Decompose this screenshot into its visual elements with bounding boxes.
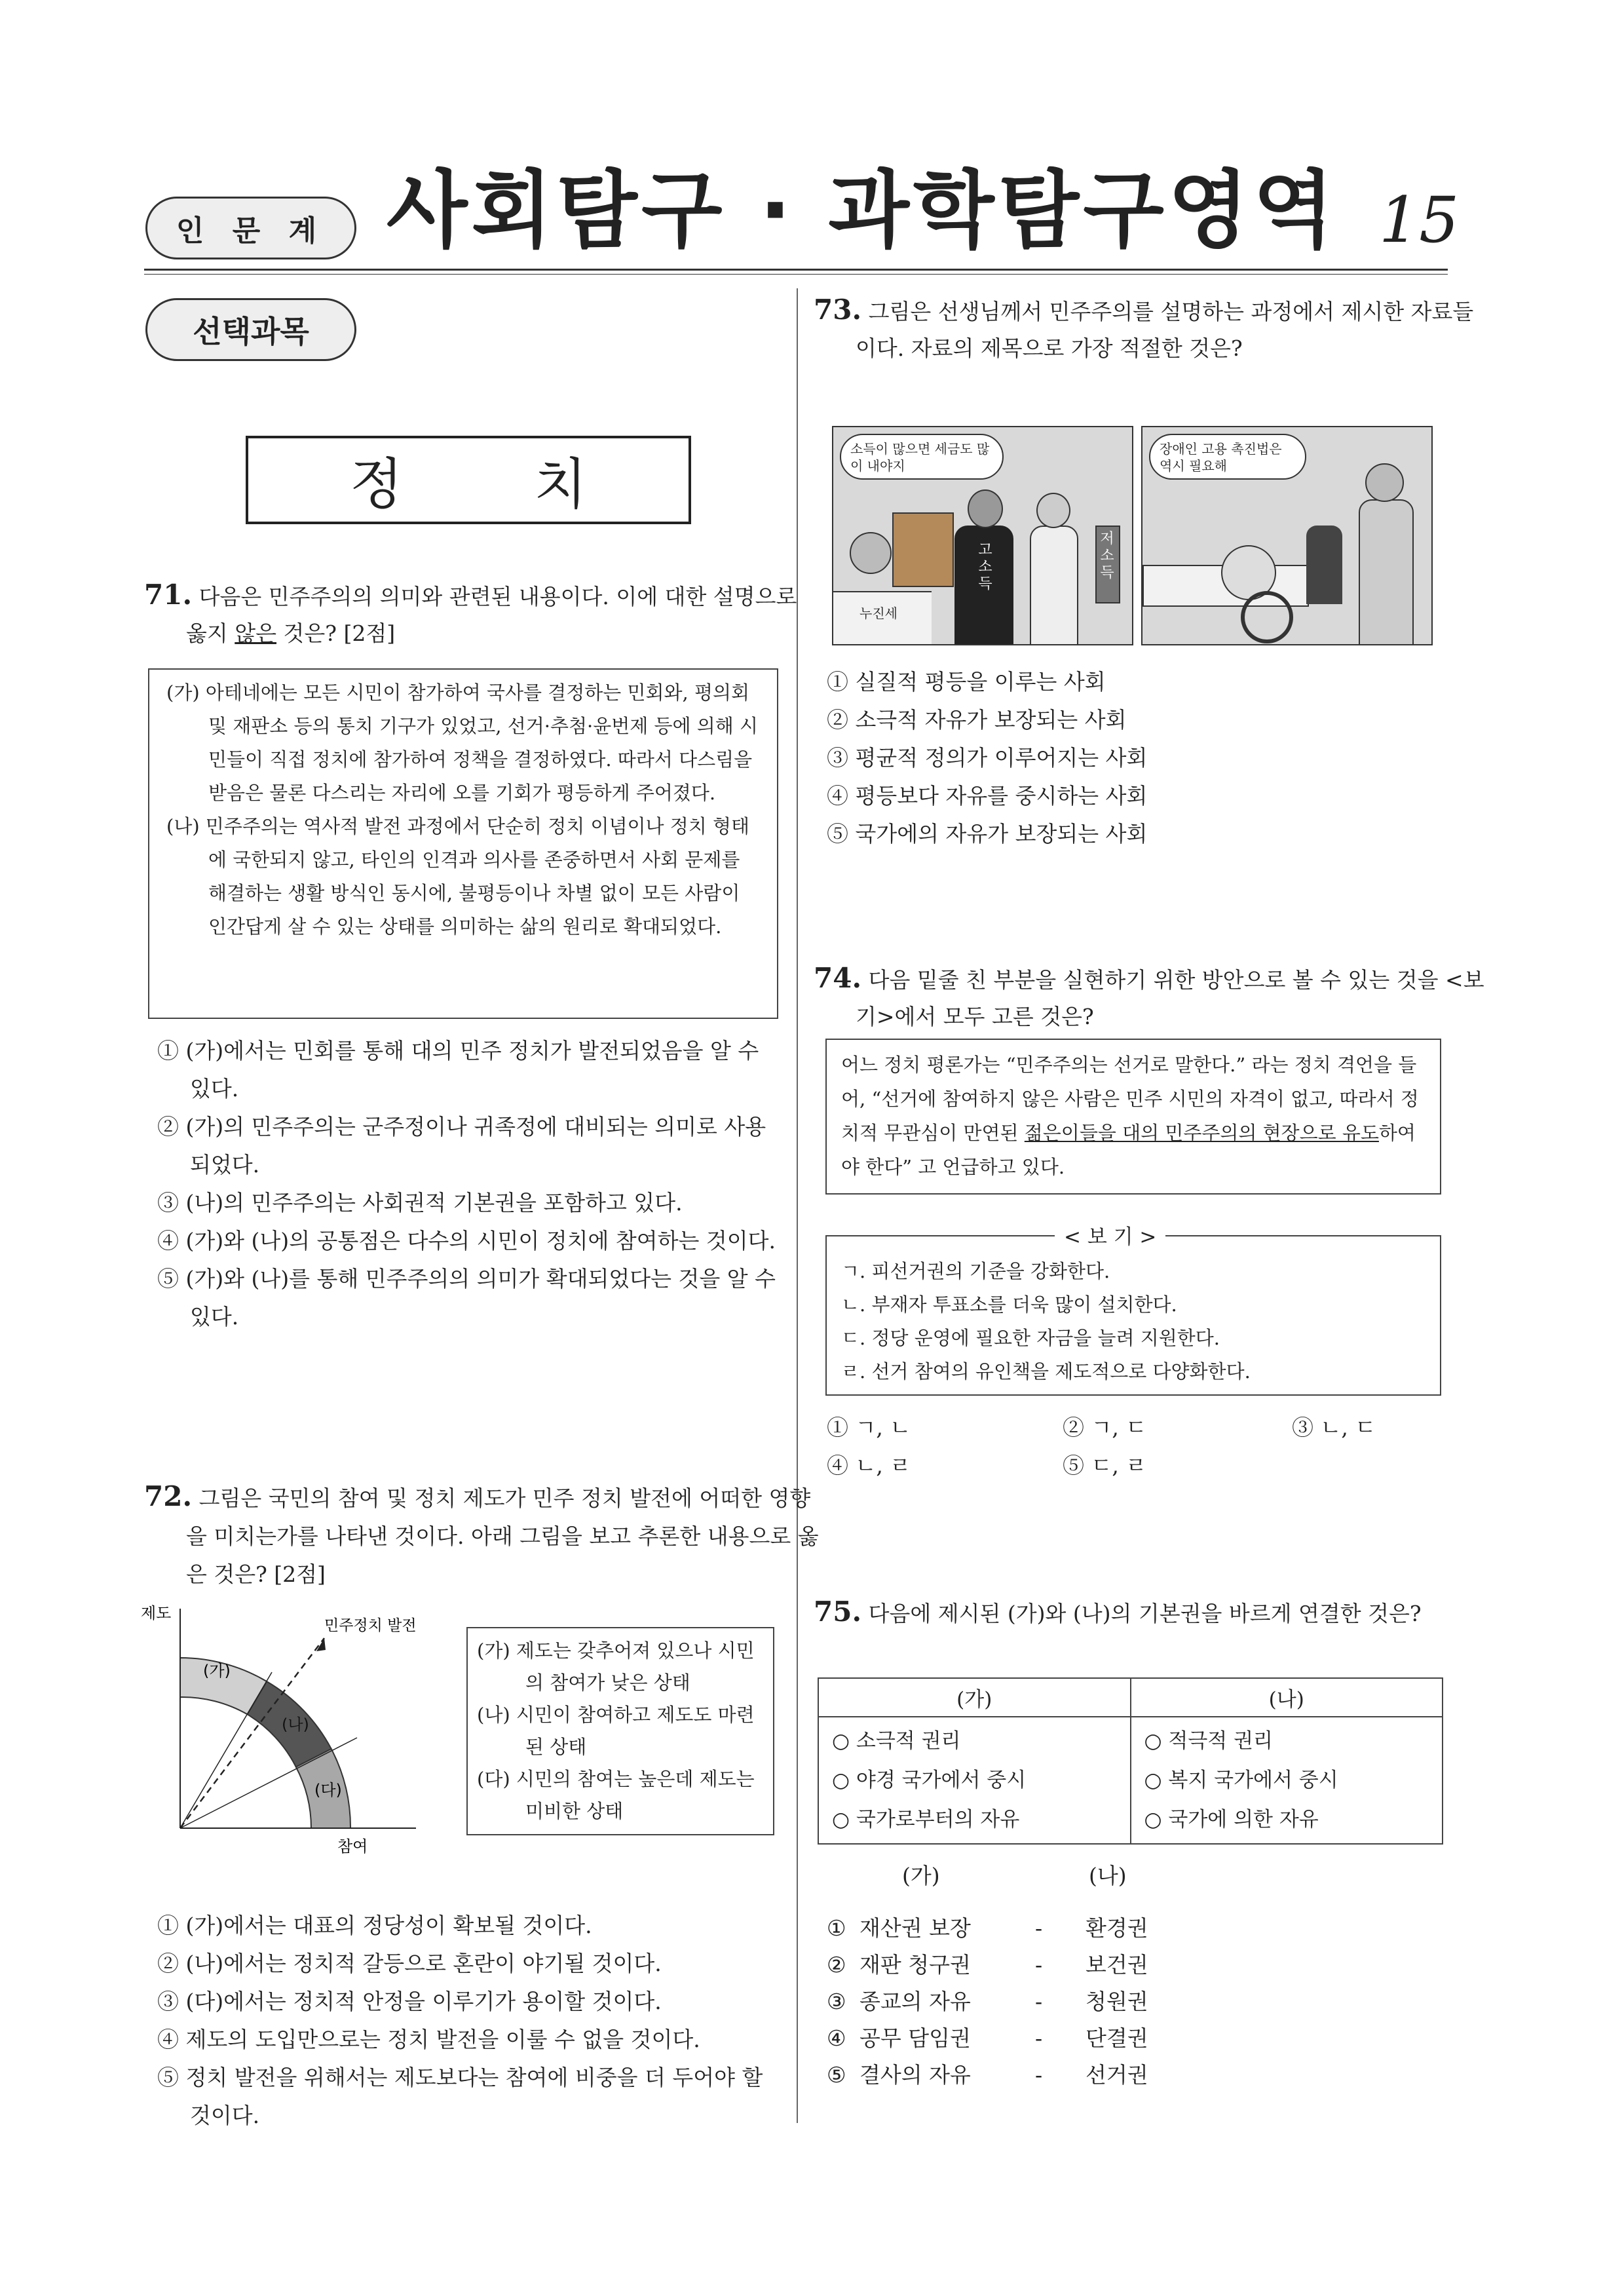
- arrow-label: 민주정치 발전: [324, 1617, 417, 1634]
- q73-cartoon-right: [1141, 426, 1433, 645]
- q75-option-2-ga: 재판 청구권: [859, 1952, 971, 1978]
- q74-number: 74.: [814, 962, 862, 994]
- q71-option-4[interactable]: ④ (가)와 (나)의 공통점은 다수의 시민이 정치에 참여하는 것이다.: [157, 1228, 776, 1253]
- q71-passage-ga: (가) 아테네에는 모든 시민이 참가하여 국사를 결정하는 민회와, 평의회 및 재판소 등의 통치 기구가 있었고, 선거·추첨·윤번제 등에 의해 시민들이 직접 정치에 참가하여 정책을 결정하였다. 따라서 다스림을 받음은 물론 다스리는 자리에 오를 기회가 평등하게 주어졌다.: [166, 681, 758, 804]
- wheelchair: [1241, 591, 1293, 643]
- q71-option-1[interactable]: ① (가)에서는 민회를 통해 대의 민주 정치가 발전되었음을 알 수 있다.: [157, 1038, 759, 1101]
- q71-option-3[interactable]: ③ (나)의 민주주의는 사회권적 기본권을 포함하고 있다.: [157, 1190, 683, 1215]
- rich-man-head: [968, 489, 1003, 528]
- q73-text: 그림은 선생님께서 민주주의를 설명하는 과정에서 제시한 자료들이다. 자료의 제목으로 가장 적절한 것은?: [856, 299, 1474, 361]
- q72-legend-box: [466, 1627, 774, 1835]
- q75-option-2-num: ②: [827, 1952, 846, 1978]
- subject-char-1: 정: [349, 452, 403, 516]
- q73-cartoon-right-bubble: 장애인 고용 촉진법은 역시 필요해: [1149, 434, 1306, 480]
- q75-option-3-num: ③: [827, 1989, 846, 2014]
- elective-badge: 선택과목: [145, 298, 356, 361]
- q75-text: 다음에 제시된 (가)와 (나)의 기본권을 바르게 연결한 것은?: [868, 1601, 1422, 1626]
- q74-bogi-title: < 보 기 >: [1055, 1220, 1165, 1250]
- q74-text: 다음 밑줄 친 부분을 실현하기 위한 방안으로 볼 수 있는 것을 <보기>에서 모두 고른 것은?: [856, 967, 1484, 1029]
- q75-header-ga: (가): [818, 1678, 1131, 1717]
- manager-head: [1365, 463, 1404, 502]
- q73-option-2[interactable]: ② 소극적 자유가 보장되는 사회: [827, 707, 1127, 733]
- q75-option-4[interactable]: [827, 2020, 1148, 2057]
- q72-legend-na: (나) 시민이 참여하고 제도도 마련된 상태: [477, 1704, 755, 1758]
- q75-na-item-3: ○ 국가에 의한 자유: [1144, 1808, 1319, 1831]
- q75-option-5-num: ⑤: [827, 2062, 846, 2088]
- header-rule-thin: [144, 274, 1448, 275]
- q75-option-3-ga: 종교의 자유: [859, 1989, 971, 2014]
- q75-option-1-na: 환경권: [1086, 1915, 1148, 1941]
- q75-stem: [814, 1594, 1484, 1632]
- q73-cartoon-left: [832, 426, 1133, 645]
- q74-bogi-4: ㄹ. 선거 참여의 유인책을 제도적으로 다양화한다.: [841, 1360, 1251, 1383]
- q72-number: 72.: [144, 1480, 193, 1512]
- q74-passage-underlined: 젊은이들을 대의 민주주의의 현장으로 유도: [1024, 1122, 1379, 1144]
- poor-man-head: [1036, 493, 1070, 528]
- q75-ga-item-2: ○ 야경 국가에서 중시: [832, 1769, 1027, 1792]
- q75-option-4-num: ④: [827, 2025, 846, 2051]
- q71-passage-box: [148, 668, 778, 1019]
- q75-option-2-dash: -: [1035, 1952, 1043, 1978]
- q72-legend-da: (다) 시민의 참여는 높은데 제도는 미비한 상태: [477, 1768, 755, 1822]
- subject-box: [246, 436, 691, 524]
- colleague-figure: [1306, 526, 1342, 604]
- q72-stem: [144, 1478, 821, 1594]
- q71-option-2[interactable]: ② (가)의 민주주의는 군주정이나 귀족정에 대비되는 의미로 사용되었다.: [157, 1114, 766, 1177]
- q72-diagram: [141, 1599, 468, 1854]
- q72-option-4[interactable]: ④ 제도의 도입만으로는 정치 발전을 이룰 수 없을 것이다.: [157, 2027, 700, 2052]
- q75-ga-item-1: ○ 소극적 권리: [832, 1729, 961, 1753]
- money-stack: [892, 512, 954, 587]
- poor-man-figure: [1030, 526, 1078, 645]
- q75-option-5-na: 선거권: [1086, 2062, 1148, 2088]
- page-number: 15: [1379, 183, 1460, 257]
- q72-option-1[interactable]: ① (가)에서는 대표의 정당성이 확보될 것이다.: [157, 1913, 592, 1938]
- q73-number: 73.: [814, 294, 862, 326]
- q75-option-5-dash: -: [1035, 2062, 1043, 2088]
- q74-option-5[interactable]: ⑤ ㄷ, ㄹ: [1063, 1453, 1147, 1478]
- q71-options: [157, 1032, 780, 1336]
- q74-option-2[interactable]: ② ㄱ, ㄷ: [1063, 1415, 1147, 1440]
- header-rule: [144, 269, 1448, 271]
- q71-option-5[interactable]: ⑤ (가)와 (나)를 통해 민주주의의 의미가 확대되었다는 것을 알 수 있다.: [157, 1266, 776, 1330]
- q75-table-body-row: [818, 1717, 1443, 1844]
- y-axis-label: 제도: [141, 1604, 172, 1622]
- q71-stem: [144, 577, 821, 652]
- q75-option-2[interactable]: [827, 1947, 1148, 1983]
- q75-option-2-na: 보건권: [1086, 1952, 1148, 1978]
- q75-option-5[interactable]: [827, 2057, 1148, 2094]
- q75-answer-header-ga: (가): [902, 1863, 940, 1888]
- q72-option-3[interactable]: ③ (다)에서는 정치적 안정을 이루기가 용이할 것이다.: [157, 1989, 662, 2014]
- manager-figure: [1359, 499, 1414, 645]
- q75-option-3[interactable]: [827, 1983, 1148, 2020]
- label-progressive-tax: 누진세: [859, 605, 897, 621]
- region-da-label: (다): [314, 1781, 342, 1799]
- q73-option-3[interactable]: ③ 평균적 정의가 이루어지는 사회: [827, 745, 1148, 771]
- q75-option-1-ga: 재산권 보장: [859, 1915, 971, 1941]
- q75-option-1-dash: -: [1035, 1915, 1043, 1941]
- q72-option-5[interactable]: ⑤ 정치 발전을 위해서는 제도보다는 참여에 비중을 더 두어야 할 것이다.: [157, 2065, 763, 2128]
- tax-officer-figure: [850, 532, 892, 574]
- q71-underlined: 않은: [235, 621, 277, 646]
- q74-option-1[interactable]: ① ㄱ, ㄴ: [827, 1415, 911, 1440]
- label-high-income: 고소득: [978, 542, 992, 592]
- q73-options: [827, 663, 1443, 853]
- q75-na-item-1: ○ 적극적 권리: [1144, 1729, 1273, 1753]
- q75-option-3-dash: -: [1035, 1989, 1043, 2014]
- q75-option-4-dash: -: [1035, 2025, 1043, 2051]
- q72-text: 그림은 국민의 참여 및 정치 제도가 민주 정치 발전에 어떠한 영향을 미치는가를 나타낸 것이다. 아래 그림을 보고 추론한 내용으로 옳은 것은? [2점]: [186, 1485, 819, 1587]
- q75-option-1[interactable]: [827, 1910, 1148, 1947]
- q73-cartoon-left-bubble: 소득이 많으면 세금도 많이 내야지: [840, 434, 1004, 480]
- subject-char-2: 치: [534, 452, 588, 516]
- region-ga-label: (가): [203, 1662, 231, 1680]
- q75-option-3-na: 청원권: [1086, 1989, 1148, 2014]
- q74-bogi-1: ㄱ. 피선거권의 기준을 강화한다.: [841, 1260, 1110, 1282]
- q75-cell-ga: [818, 1717, 1131, 1844]
- q75-answer-header-na: (나): [1089, 1863, 1127, 1888]
- q75-rights-table: [818, 1677, 1443, 1845]
- q74-bogi-2: ㄴ. 부재자 투표소를 더욱 많이 설치한다.: [841, 1293, 1177, 1316]
- q72-legend-ga: (가) 제도는 갖추어져 있으나 시민의 참여가 낮은 상태: [477, 1639, 755, 1694]
- q71-number: 71.: [144, 579, 193, 611]
- q74-option-3[interactable]: ③ ㄴ, ㄷ: [1292, 1415, 1376, 1440]
- q74-passage-text: 어느 정치 평론가는 “민주주의는 선거로 말한다.” 라는 정치 격언을 들어, “선거에 참여하지 않은 사람은 민주 시민의 자격이 없고, 따라서 정치적 무관심이 만연된: [841, 1054, 1419, 1144]
- q75-option-1-num: ①: [827, 1915, 846, 1941]
- q75-na-item-2: ○ 복지 국가에서 중시: [1144, 1769, 1338, 1792]
- q74-option-4[interactable]: ④ ㄴ, ㄹ: [827, 1453, 911, 1478]
- q75-header-na: (나): [1131, 1678, 1443, 1717]
- q71-passage-na: (나) 민주주의는 역사적 발전 과정에서 단순히 정치 이념이나 정치 형태에 국한되지 않고, 타인의 인격과 의사를 존중하면서 사회 문제를 해결하는 생활 방식인 동시에, 불평등이나 차별 없이 모든 사람이 인간답게 살 수 있는 상태를 의미하는 삶의 원리로 확대되었다.: [166, 815, 749, 938]
- q73-option-1[interactable]: ① 실질적 평등을 이루는 사회: [827, 669, 1106, 695]
- q75-table-header-row: [818, 1678, 1443, 1717]
- label-low-income: 저소득: [1100, 531, 1114, 581]
- category-badge: 인 문 계: [145, 197, 356, 259]
- arrow-head: [316, 1638, 326, 1651]
- q71-text-end: 것은? [2점]: [276, 621, 396, 646]
- q75-number: 75.: [814, 1596, 862, 1628]
- q71-text: 다음은 민주주의의 의미와 관련된 내용이다. 이에 대한 설명으로 옳지: [186, 584, 797, 646]
- q75-ga-item-3: ○ 국가로부터의 자유: [832, 1808, 1020, 1831]
- q75-cell-na: [1131, 1717, 1443, 1844]
- q72-option-2[interactable]: ② (나)에서는 정치적 갈등으로 혼란이 야기될 것이다.: [157, 1951, 662, 1976]
- q74-stem: [814, 960, 1484, 1035]
- q74-passage-box: [825, 1039, 1441, 1195]
- q73-option-4[interactable]: ④ 평등보다 자유를 중시하는 사회: [827, 783, 1148, 809]
- q73-option-5[interactable]: ⑤ 국가에의 자유가 보장되는 사회: [827, 821, 1148, 847]
- q74-bogi-3: ㄷ. 정당 운영에 필요한 자금을 늘려 지원한다.: [841, 1327, 1220, 1349]
- q75-option-5-ga: 결사의 자유: [859, 2062, 971, 2088]
- q75-option-4-na: 단결권: [1086, 2025, 1148, 2051]
- q74-passage-end: 하여야 한다” 고 언급하고 있다.: [841, 1122, 1416, 1178]
- q72-options: [157, 1907, 786, 2135]
- q74-bogi-box: [825, 1235, 1441, 1396]
- column-divider: [797, 288, 798, 2123]
- q73-stem: [814, 292, 1484, 367]
- x-axis-label: 참여: [337, 1837, 368, 1854]
- region-na-label: (나): [282, 1715, 309, 1734]
- page-title: 사회탐구 · 과학탐구영역: [387, 162, 1338, 259]
- q75-option-4-ga: 공무 담임권: [859, 2025, 971, 2051]
